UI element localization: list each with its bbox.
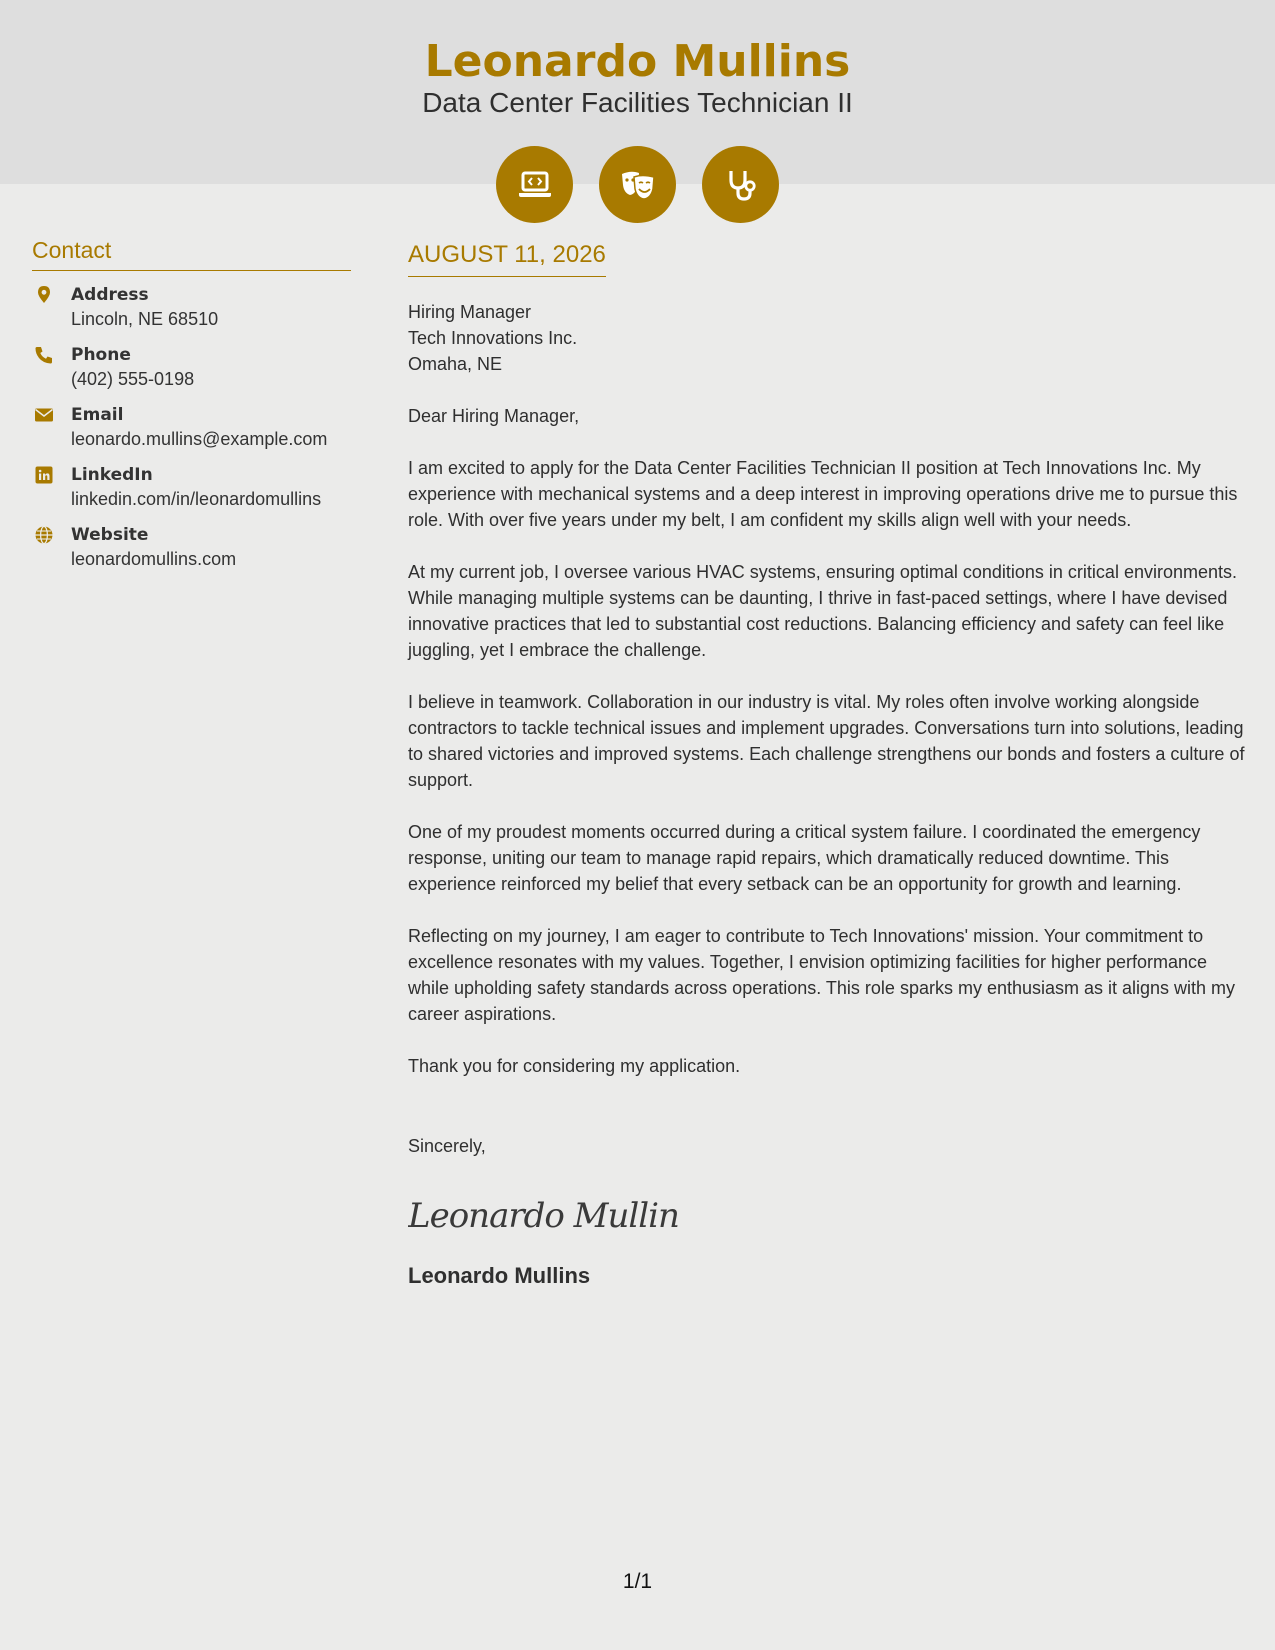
- email-label: Email: [71, 405, 124, 425]
- contact-item-address: [32, 284, 351, 331]
- job-title: Data Center Facilities Technician II: [422, 87, 853, 118]
- linkedin-value: linkedin.com/in/leonardomullins: [71, 489, 322, 509]
- phone-icon: [34, 345, 54, 365]
- phone-value: (402) 555-0198: [71, 369, 195, 389]
- letter-body: [408, 240, 1253, 1289]
- contact-heading: Contact: [32, 236, 351, 271]
- paragraph: At my current job, I oversee various HVAC systems, ensuring optimal conditions in critical environments. While managing multiple systems can be daunting, I thrive in fast-paced settings, where I have devised innovative practices that led to substantial cost reductions. Balancing efficiency and safety can feel like juggling, yet I embrace the challenge.: [408, 562, 1237, 660]
- signature-text: Leonardo Mullins: [408, 1196, 678, 1236]
- recipient-line: Tech Innovations Inc.: [408, 328, 578, 348]
- page-number: 1/1: [622, 1570, 653, 1593]
- letter-date: AUGUST 11, 2026: [408, 240, 606, 277]
- website-value: leonardomullins.com: [71, 549, 237, 569]
- interest-icons: [0, 146, 1275, 223]
- salutation: Dear Hiring Manager,: [408, 406, 580, 426]
- paragraph: One of my proudest moments occurred during a critical system failure. I coordinated the emergency response, uniting our team to manage rapid repairs, which dramatically reduced downtime. This experience reinforced my belief that every setback can be an opportunity for growth and learning.: [408, 822, 1201, 894]
- recipient-block: [408, 299, 1253, 377]
- paragraph: I believe in teamwork. Collaboration in our industry is vital. My roles often involve working alongside contractors to tackle technical issues and implement upgrades. Conversations turn into solutions, leading to shared victories and improved systems. Each challenge strengthens our bonds and fosters a culture of support.: [408, 692, 1245, 790]
- linkedin-label: LinkedIn: [71, 465, 153, 485]
- paragraph: Thank you for considering my application.: [408, 1056, 741, 1076]
- signer-name: Leonardo Mullins: [408, 1263, 591, 1288]
- map-pin-icon: [34, 285, 54, 305]
- contact-item-website: [32, 524, 351, 571]
- email-value: leonardo.mullins@example.com: [71, 429, 328, 449]
- website-label: Website: [71, 525, 149, 545]
- phone-label: Phone: [71, 345, 131, 365]
- recipient-line: Omaha, NE: [408, 354, 503, 374]
- contact-item-phone: [32, 344, 351, 391]
- recipient-line: Hiring Manager: [408, 302, 532, 322]
- globe-icon: [34, 525, 54, 545]
- laptop-code-icon: [496, 146, 573, 223]
- paragraph: I am excited to apply for the Data Center Facilities Technician II position at Tech Innovations Inc. My experience with mechanical systems and a deep interest in improving operations drive me to pursue this role. With over five years under my belt, I am confident my skills align well with your needs.: [408, 458, 1238, 530]
- theater-masks-icon: [599, 146, 676, 223]
- contact-item-linkedin: [32, 464, 351, 511]
- address-label: Address: [71, 285, 149, 305]
- stethoscope-icon: [702, 146, 779, 223]
- handwritten-signature: [408, 1185, 1253, 1245]
- linkedin-icon: [34, 465, 54, 485]
- contact-sidebar: [32, 236, 351, 571]
- envelope-icon: [34, 405, 54, 425]
- closing: Sincerely,: [408, 1136, 486, 1156]
- applicant-name: Leonardo Mullins: [424, 36, 851, 87]
- paragraph: Reflecting on my journey, I am eager to contribute to Tech Innovations' mission. Your commitment to excellence resonates with my values. Together, I envision optimizing facilities for higher performance while upholding safety standards across operations. This role sparks my enthusiasm as it aligns with my career aspirations.: [408, 926, 1236, 1024]
- contact-item-email: [32, 404, 351, 451]
- address-value: Lincoln, NE 68510: [71, 309, 219, 329]
